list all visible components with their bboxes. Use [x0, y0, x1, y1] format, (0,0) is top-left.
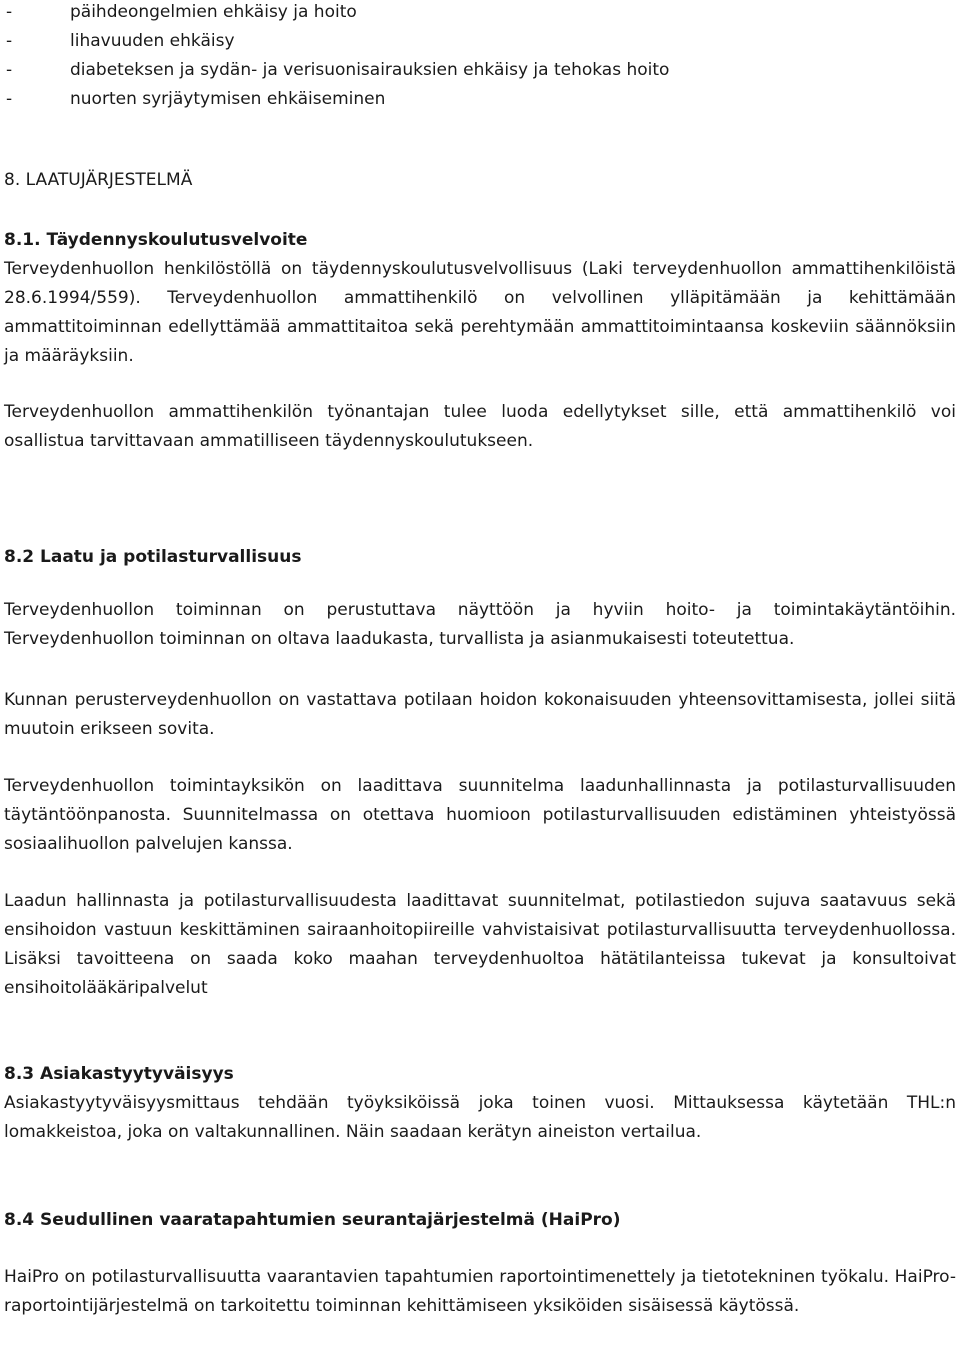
section-8-2-paragraph-1-wrap — [4, 596, 956, 654]
section-8-3 — [4, 1060, 956, 1147]
list-item: - nuorten syrjäytymisen ehkäiseminen — [4, 85, 956, 114]
list-dash: - — [6, 31, 13, 51]
section-8-2-paragraph-4-wrap — [4, 887, 956, 1003]
list-dash: - — [6, 89, 13, 109]
section-8-1-continued — [4, 398, 956, 456]
section-8-1-heading: 8.1. Täydennyskoulutusvelvoite — [4, 230, 308, 250]
list-item: - päihdeongelmien ehkäisy ja hoito — [4, 0, 956, 27]
list-item: - lihavuuden ehkäisy — [4, 27, 956, 56]
section-8-1-paragraph-2: Terveydenhuollon ammattihenkilön työnantajan tulee luoda edellytykset sille, että ammattihenkilö voi osallistua tarvittavaan ammatilliseen täydennyskoulutukseen. — [4, 402, 956, 451]
section-8-2-paragraph-3: Terveydenhuollon toimintayksikön on laadittava suunnitelma laadunhallinnasta ja potilasturvallisuuden täytäntöönpanosta. Suunnitelmassa on otettava huomioon potilasturvallisuuden edistäminen yhteistyössä sosiaalihuollon palvelujen kanssa. — [4, 776, 956, 854]
section-8-2-paragraph-2-wrap — [4, 686, 956, 744]
section-8-4-paragraph-1: HaiPro on potilasturvallisuutta vaarantavien tapahtumien raportointimenettely ja tietotekninen työkalu. HaiPro-raportointijärjestelmä on tarkoitettu toiminnan kehittämiseen yksiköiden sisäisessä käytössä. — [4, 1267, 956, 1316]
list-dash: - — [6, 60, 13, 80]
section-8-3-paragraph-1: Asiakastyytyväisyysmittaus tehdään työyksiköissä joka toinen vuosi. Mittauksessa käytetään THL:n lomakkeistoa, joka on valtakunnallinen. Näin saadaan kerätyn aineiston vertailua. — [4, 1093, 956, 1142]
section-8-1-paragraph-1: Terveydenhuollon henkilöstöllä on täydennyskoulutusvelvollisuus (Laki terveydenhuollon ammattihenkilöistä 28.6.1994/559). Terveydenhuollon ammattihenkilö on velvollinen ylläpitämään ja kehittämään ammattitoiminnan edellyttämää ammattitaitoa sekä perehtymään ammattitoimintaansa koskeviin säännöksiin ja määräyksiin. — [4, 259, 956, 366]
intro-bullet-list — [4, 0, 956, 114]
section-8-2-paragraph-1: Terveydenhuollon toiminnan on perustuttava näyttöön ja hyviin hoito- ja toimintakäytäntöihin. Terveydenhuollon toiminnan on oltava laadukasta, turvallista ja asianmukaisesti toteutettua. — [4, 600, 956, 649]
section-8-1 — [4, 226, 956, 371]
list-item: - diabeteksen ja sydän- ja verisuonisairauksien ehkäisy ja tehokas hoito — [4, 56, 956, 85]
list-dash: - — [6, 2, 13, 22]
section-8-4-heading: 8.4 Seudullinen vaaratapahtumien seurantajärjestelmä (HaiPro) — [4, 1210, 621, 1230]
section-8-2-paragraph-4: Laadun hallinnasta ja potilasturvallisuudesta laadittavat suunnitelmat, potilastiedon sujuva saatavuus sekä ensihoidon vastuun keskittäminen sairaanhoitopiireille vahvistaisivat potilasturvallisuutta terveydenhuollossa. Lisäksi tavoitteena on saada koko maahan terveydenhuoltoa hätätilanteissa tukevat ja konsultoivat ensihoitolääkäripalvelut — [4, 891, 956, 998]
section-8-3-heading: 8.3 Asiakastyytyväisyys — [4, 1064, 234, 1084]
section-8-heading: 8. LAATUJÄRJESTELMÄ — [4, 170, 193, 190]
section-8-4-paragraph-1-wrap — [4, 1263, 956, 1321]
section-8-2-paragraph-3-wrap — [4, 772, 956, 859]
section-8-2-paragraph-2: Kunnan perusterveydenhuollon on vastattava potilaan hoidon kokonaisuuden yhteensovittamisesta, jollei siitä muutoin erikseen sovita. — [4, 690, 956, 739]
section-8-2-heading: 8.2 Laatu ja potilasturvallisuus — [4, 547, 302, 567]
